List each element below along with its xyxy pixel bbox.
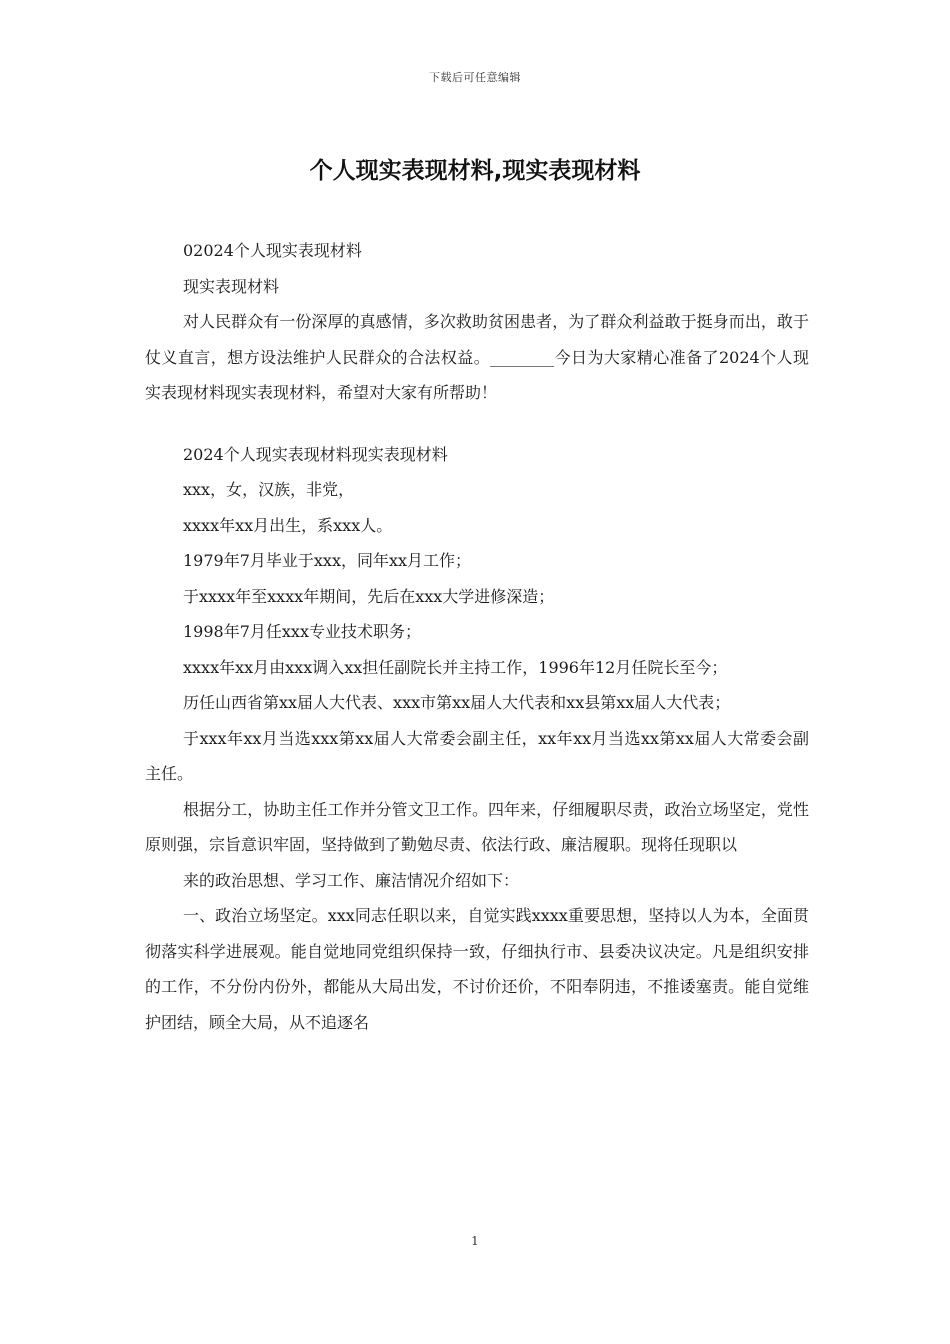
paragraph: xxx，女，汉族，非党， xyxy=(183,480,355,499)
header-note: 下载后可任意编辑 xyxy=(429,71,521,84)
document-body xyxy=(145,233,809,1040)
paragraph: 历任山西省第xx届人大代表、xxx市第xx届人大代表和xx县第xx届人大代表； xyxy=(183,693,731,712)
paragraph: 对人民群众有一份深厚的真感情，多次救助贫困患者，为了群众利益敢于挺身而出，敢于仗义直言，想方设法维护人民群众的合法权益。________今日为大家精心准备了2024个人现实表现材料现实表现材料，希望对大家有所帮助！ xyxy=(145,312,809,402)
paragraph: 1979年7月毕业于xxx，同年xx月工作； xyxy=(183,551,472,570)
paragraph: 现实表现材料 xyxy=(183,276,280,296)
paragraph: 于xxxx年至xxxx年期间，先后在xxx大学进修深造； xyxy=(183,586,555,606)
paragraph: 一、政治立场坚定。xxx同志任职以来，自觉实践xxxx重要思想，坚持以人为本，全面贯彻落实科学进展观。能自觉地同党组织保持一致，仔细执行市、县委决议决定。凡是组织安排的工作，不分份内份外，都能从大局出发，不讨价还价，不阳奉阴违，不推诿塞责。能自觉维护团结，顾全大局，从不追逐名 xyxy=(145,906,809,1032)
paragraph: 根据分工，协助主任工作并分管文卫工作。四年来，仔细履职尽责，政治立场坚定，党性原则强，宗旨意识牢固，坚持做到了勤勉尽责、依法行政、廉洁履职。现将任现职以 xyxy=(145,799,809,854)
paragraph: 来的政治思想、学习工作、廉洁情况介绍如下： xyxy=(183,870,520,890)
paragraph: xxxx年xx月出生，系xxx人。 xyxy=(183,515,393,535)
page-number: 1 xyxy=(471,1234,479,1248)
document-title: 个人现实表现材料,现实表现材料 xyxy=(309,158,641,184)
paragraph: 02024个人现实表现材料 xyxy=(183,241,362,260)
paragraph: 于xxx年xx月当选xxx第xx届人大常委会副主任，xx年xx月当选xx第xx届人大常委会副主任。 xyxy=(145,728,809,783)
paragraph: 2024个人现实表现材料现实表现材料 xyxy=(183,444,448,464)
paragraph: xxxx年xx月由xxx调入xx担任副院长并主持工作，1996年12月任院长至今； xyxy=(183,657,728,677)
paragraph: 1998年7月任xxx专业技术职务； xyxy=(183,622,421,641)
